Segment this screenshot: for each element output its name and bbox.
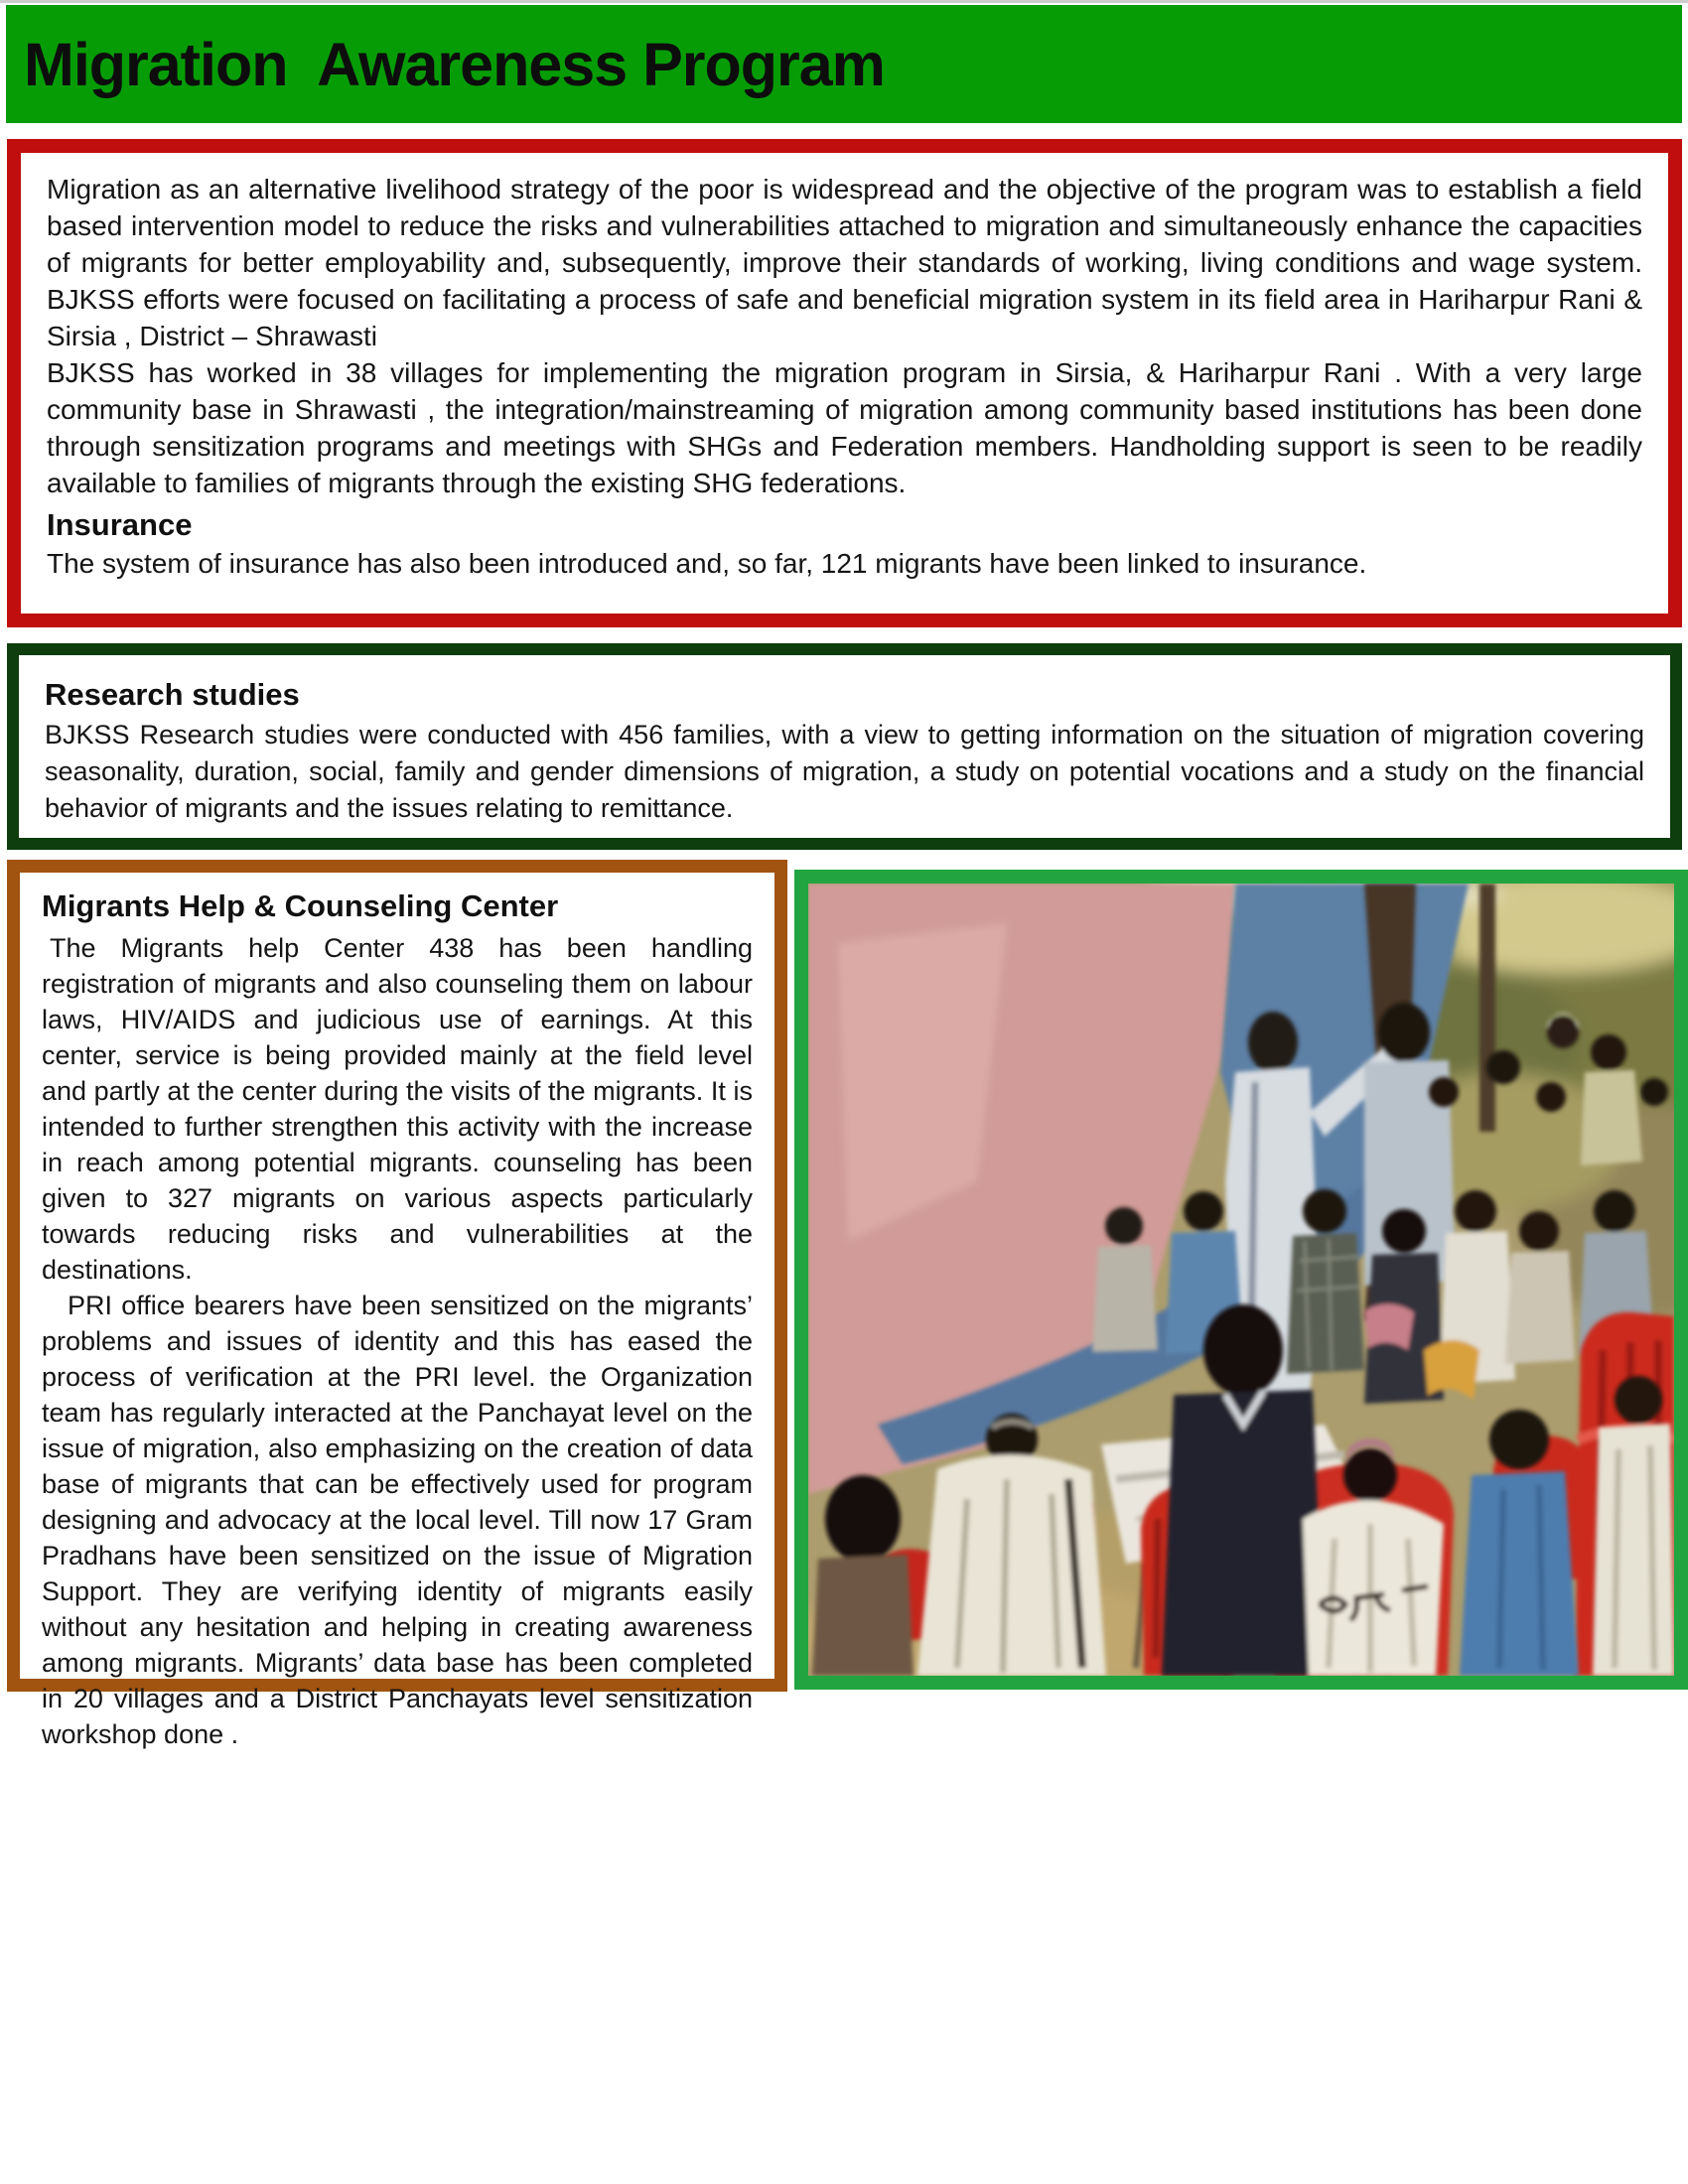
research-box [7, 643, 1682, 850]
header-banner [6, 5, 1682, 123]
insurance-text: The system of insurance has also been introduced and, so far, 121 migrants have been linked to insurance. [47, 548, 1367, 579]
insurance-heading: Insurance [47, 507, 193, 542]
research-text: BJKSS Research studies were conducted with 456 families, with a view to getting information on the situation of migration covering seasonality, duration, social, family and gender dimensions of migration, a study on potential vocations and a study on the financial behavior of migrants and the issues relating to remittance. [45, 720, 1644, 823]
research-heading: Research studies [45, 677, 300, 712]
intro-paragraph-1: Migration as an alternative livelihood strategy of the poor is widespread and the objective of the program was to establish a field based intervention model to reduce the risks and vulnerabilities attached to migration and simultaneously enhance the capacities of migrants for better employability and, subsequently, improve their standards of working, living conditions and wage system. BJKSS efforts were focused on facilitating a process of safe and beneficial migration system in its field area in Hariharpur Rani & Sirsia , District – Shrawasti [47, 174, 1642, 351]
counseling-paragraph-1: The Migrants help Center 438 has been handling registration of migrants and also counseling them on labour laws, HIV/AIDS and judicious use of earnings. At this center, service is being provided mainly at the field level and partly at the center during the visits of the migrants. It is intended to further strengthen this activity with the increase in reach among potential migrants. counseling has been given to 327 migrants on various aspects particularly towards reducing risks and vulnerabilities at the destinations. [42, 933, 753, 1285]
counseling-heading: Migrants Help & Counseling Center [42, 888, 559, 923]
counseling-box [7, 860, 787, 1749]
counseling-paragraph-2: PRI office bearers have been sensitized on the migrants’ problems and issues of identity and this has eased the process of verification at the PRI level. the Organization team has regularly interacted at the Panchayat level on the issue of migration, also emphasizing on the creation of data base of migrants that can be effectively used for program designing and advocacy at the local level. Till now 17 Gram Pradhans have been sensitized on the issue of Migration Support. They are verifying identity of migrants easily without any hesitation and helping in creating awareness among migrants. Migrants’ data base has been completed in 20 villages and a District Panchayats level sensitization workshop done . [42, 1291, 753, 1749]
intro-box [7, 139, 1682, 627]
intro-paragraph-2: BJKSS has worked in 38 villages for implementing the migration program in Sirsia, & Hariharpur Rani . With a very large community base in Shrawasti , the integration/mainstreaming of migration among community based institutions has been done through sensitization programs and meetings with SHGs and Federation members. Handholding support is seen to be readily available to families of migrants through the existing SHG federations. [47, 357, 1642, 498]
meeting-photo [794, 870, 1688, 1690]
page-top-edge [0, 0, 1688, 3]
page-title: Migration Awareness Program [24, 30, 885, 98]
